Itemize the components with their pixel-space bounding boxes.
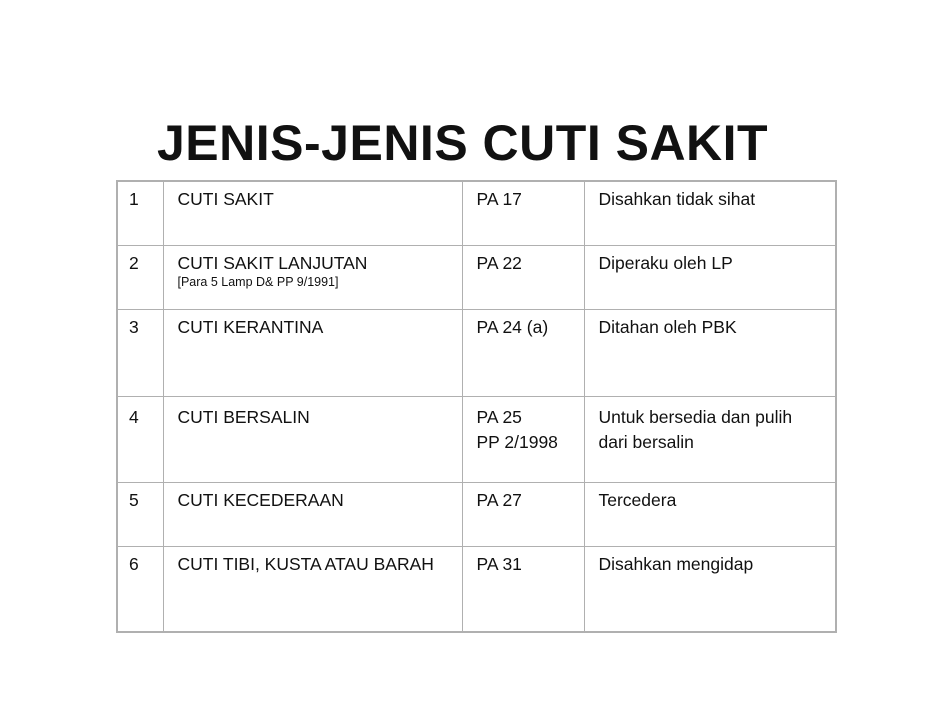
leave-type (163, 310, 462, 397)
table-row (117, 483, 836, 547)
leave-type-label: CUTI KERANTINA (177, 317, 324, 337)
row-number: 1 (117, 181, 163, 246)
leave-type-label: CUTI SAKIT LANJUTAN (177, 253, 368, 273)
description (584, 397, 836, 483)
reference (462, 547, 584, 633)
page-title: JENIS-JENIS CUTI SAKIT (157, 115, 769, 171)
table-row (117, 246, 836, 310)
row-number: 6 (117, 547, 163, 633)
leave-type (163, 547, 462, 633)
description-line: Disahkan mengidap (598, 554, 754, 574)
description (584, 181, 836, 246)
row-number: 2 (117, 246, 163, 310)
leave-type-label: CUTI BERSALIN (177, 407, 310, 427)
leave-type (163, 397, 462, 483)
description-line: Ditahan oleh PBK (598, 317, 737, 337)
leave-type (163, 181, 462, 246)
reference-line: PA 27 (476, 490, 522, 510)
reference-line: PA 17 (476, 189, 522, 209)
row-number: 3 (117, 310, 163, 397)
leave-type (163, 246, 462, 310)
reference-line: PA 22 (476, 253, 522, 273)
table-row (117, 181, 836, 246)
reference-line: PA 31 (476, 554, 522, 574)
description (584, 483, 836, 547)
reference (462, 181, 584, 246)
reference-line: PP 2/1998 (476, 432, 558, 452)
description-line: Diperaku oleh LP (598, 253, 733, 273)
row-number: 5 (117, 483, 163, 547)
table-row (117, 310, 836, 397)
row-number: 4 (117, 397, 163, 483)
reference (462, 310, 584, 397)
description-line: Disahkan tidak sihat (598, 189, 756, 209)
table-row (117, 547, 836, 633)
leave-type-label: CUTI KECEDERAAN (177, 490, 344, 510)
sick-leave-table (116, 180, 837, 633)
description-line: Untuk bersedia dan pulih (598, 407, 793, 427)
description (584, 547, 836, 633)
description-line: Tercedera (598, 490, 677, 510)
description (584, 310, 836, 397)
leave-type (163, 483, 462, 547)
reference (462, 397, 584, 483)
leave-type-label: CUTI SAKIT (177, 189, 274, 209)
leave-type-note: [Para 5 Lamp D& PP 9/1991] (177, 275, 339, 289)
description (584, 246, 836, 310)
description-line: dari bersalin (598, 432, 694, 452)
reference-line: PA 25 (476, 407, 522, 427)
reference (462, 483, 584, 547)
leave-type-label: CUTI TIBI, KUSTA ATAU BARAH (177, 554, 434, 574)
table-row (117, 397, 836, 483)
reference-line: PA 24 (a) (476, 317, 549, 337)
reference (462, 246, 584, 310)
